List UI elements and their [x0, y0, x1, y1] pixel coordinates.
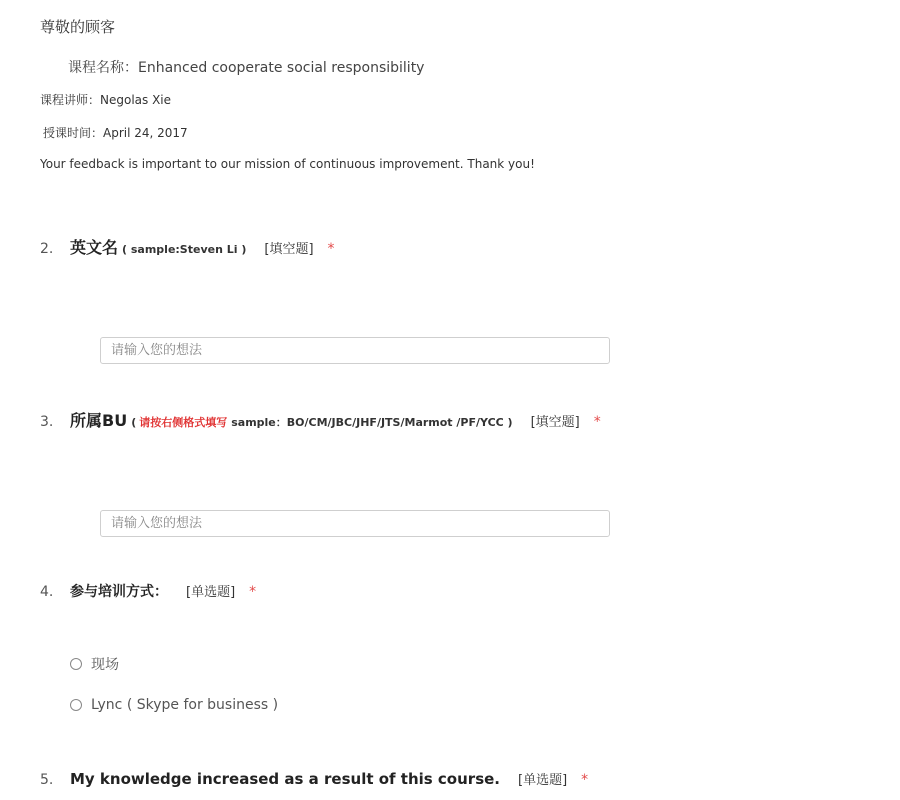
required-marker: *: [327, 241, 335, 257]
feedback-note: Your feedback is important to our mission of continuous improvement. Thank you!: [40, 157, 535, 171]
question-title: My knowledge increased as a result of this course.: [70, 770, 500, 788]
question-title: 参与培训方式：: [70, 584, 168, 600]
question-type: [填空题]: [264, 242, 314, 257]
question-number: 3.: [40, 414, 54, 430]
greeting-text: 尊敬的顾客: [40, 18, 116, 36]
question-hint: ( sample:Steven Li ): [122, 243, 247, 256]
question-3-header: [40, 408, 601, 431]
instructor-text: 课程讲师：Negolas Xie: [40, 93, 172, 107]
question-title: 所属BU: [70, 411, 128, 430]
question-number: 2.: [40, 241, 54, 257]
radio-option-label: Lync ( Skype for business ): [91, 697, 279, 713]
question-type: [填空题]: [530, 415, 580, 430]
required-marker: *: [249, 584, 257, 600]
question-5-header: [40, 769, 588, 788]
question-number: 5.: [40, 772, 54, 788]
question-number: 4.: [40, 584, 54, 600]
radio-option-lync[interactable]: [70, 697, 278, 713]
required-marker: *: [581, 772, 589, 788]
english-name-input[interactable]: [100, 337, 610, 364]
question-4-header: [40, 581, 256, 601]
radio-button-icon[interactable]: [70, 658, 82, 670]
radio-option-onsite[interactable]: [70, 654, 119, 674]
question-type: [单选题]: [186, 585, 236, 600]
question-title: 英文名: [70, 238, 119, 257]
required-marker: *: [593, 414, 601, 430]
course-name: 课程名称：Enhanced cooperate social responsibility: [68, 60, 425, 76]
date-text: 授课时间：April 24, 2017: [43, 126, 188, 140]
radio-button-icon[interactable]: [70, 699, 82, 711]
question-hint: sample：BO/CM/JBC/JHF/JTS/Marmot /PF/YCC ): [231, 416, 513, 429]
question-hint-open: (: [131, 416, 137, 429]
radio-option-label: 现场: [91, 657, 119, 673]
question-type: [单选题]: [518, 773, 568, 788]
question-hint-red: 请按右侧格式填写: [139, 416, 228, 429]
question-2-header: [40, 235, 335, 258]
bu-input[interactable]: [100, 510, 610, 537]
